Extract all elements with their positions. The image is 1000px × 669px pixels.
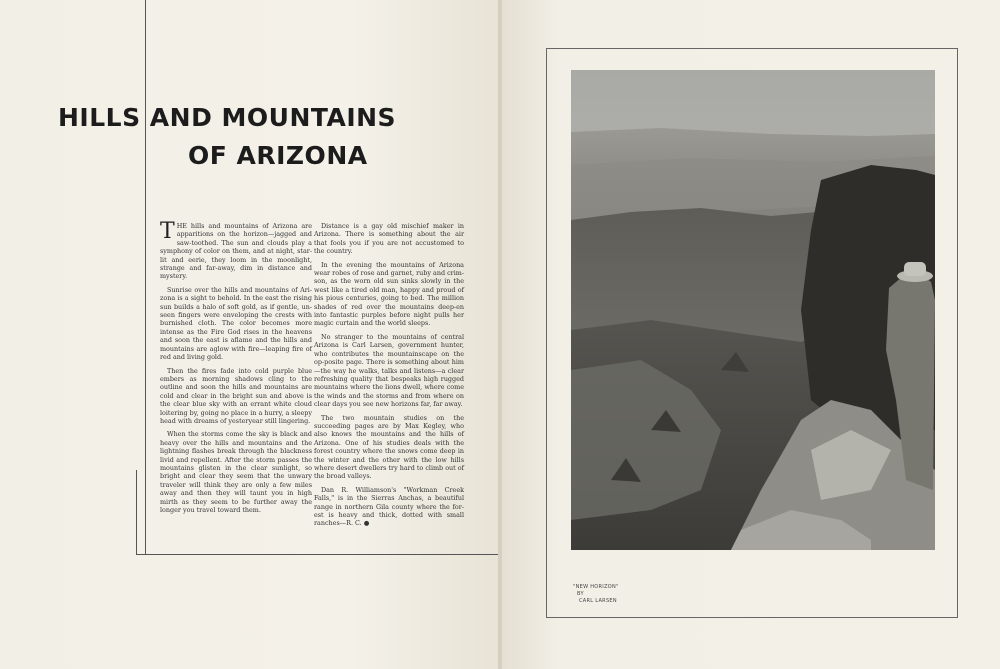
- page-title-line-1: HILLS AND MOUNTAINS: [58, 103, 397, 132]
- horizontal-rule: [136, 554, 498, 555]
- page-title-line-2: OF ARIZONA: [188, 141, 368, 170]
- article-paragraph: THE hills and mountains of Arizona are apparitions on the horizon—jagged and saw-toothed. The sun and clouds play a symphony of color on them, and at night, star-lit and eerie, they loom in the moonlight, strange and far-away, dim in distance and mystery.: [160, 219, 312, 281]
- drop-cap: T: [160, 219, 175, 244]
- caption-by: BY: [577, 591, 584, 597]
- page-gutter: [498, 0, 502, 669]
- vertical-rule-short: [136, 470, 137, 555]
- caption-title: "NEW HORIZON": [573, 584, 619, 590]
- mountain-photograph: [571, 70, 935, 550]
- article-paragraph: Distance is a gay old mischief maker in Arizona. There is something about the air that fools you if you are not accustomed to the country.: [314, 222, 464, 256]
- photo-caption: [573, 584, 619, 605]
- article-paragraph: When the storms come the sky is black and heavy over the hills and mountains and the lightning flashes break through the blackness livid and repellent. After the storm passes the mountains glisten in the clear sunlight, so bright and clear they seem that the unwary traveler will think they are only a few miles away and then they will taunt you in high mirth as they seem to be further away the longer you travel toward them.: [160, 430, 312, 514]
- article-paragraph: Dan R. Williamson's "Workman Creek Falls," is in the Sierras Anchas, a beautiful range in northern Gila county where the for-est is heavy and thick, dotted with small ranches—R. C. ●: [314, 485, 464, 528]
- article-column-2: [314, 222, 464, 533]
- article-paragraph: In the evening the mountains of Arizona wear robes of rose and garnet, ruby and crim-son, as the worn old sun sinks slowly in the west like a tired old man, happy and proud of his pious centuries, going to bed. The million shades of red over the mountains deep-en into fantastic purples before night pulls her magic curtain and the world sleeps.: [314, 260, 464, 328]
- vertical-rule: [145, 0, 146, 555]
- caption-author: CARL LARSEN: [579, 598, 617, 604]
- article-column-1: [160, 219, 312, 519]
- article-paragraph: Then the fires fade into cold purple blue embers as morning shadows cling to the outline and soon the hills and mountains are cold and clear in the bright sun and above is the clear blue sky with an errant white cloud loitering by, going no place in a hurry, a sleepy head with dreams of yesteryear still lingering.: [160, 366, 312, 425]
- article-paragraph: Sunrise over the hills and mountains of Ari-zona is a sight to behold. In the east the rising sun builds a halo of soft gold, as if gentle, un-seen fingers were enveloping the crests with burnished cloth. The color becomes more intense as the Fire God rises in the heavens and soon the east is aflame and the hills and mountains are aglow with fire—leaping fire of red and living gold.: [160, 285, 312, 362]
- article-paragraph: The two mountain studies on the succeeding pages are by Max Kegley, who also knows the mountains and the hills of Arizona. One of his studies deals with the forest country where the snows come deep in the winter and the other with the low hills where desert dwellers try hard to climb out of the broad valleys.: [314, 413, 464, 481]
- article-paragraph: No stranger to the mountains of central Arizona is Carl Larsen, government hunter, who contributes the mountainscape on the op-posite page. There is something about him—the way he walks, talks and listens—a clear refreshing quality that bespeaks high rugged mountains where the lions dwell, where come the winds and the storms and from where on clear days you see new horizons far, far away.: [314, 332, 464, 409]
